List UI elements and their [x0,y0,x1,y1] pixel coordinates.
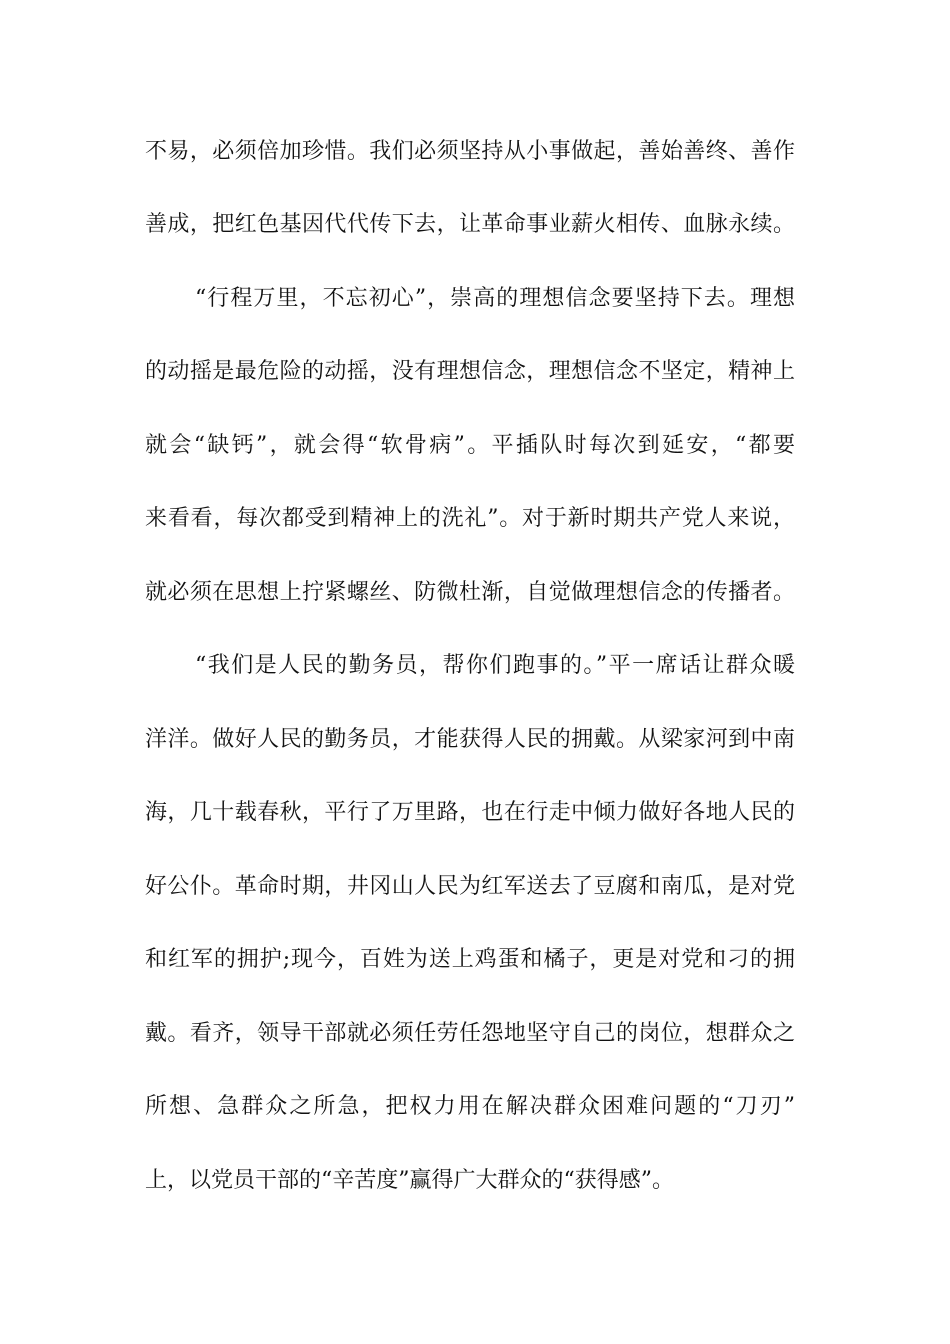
text-line: 好公仆。革命时期，井冈山人民为红军送去了豆腐和南瓜，是对党 [145,874,795,899]
paragraph-start-line: “行程万里，不忘初心”，崇高的理想信念要坚持下去。理想 [195,286,795,311]
text-line: 善成，把红色基因代代传下去，让革命事业薪火相传、血脉永续。 [145,212,795,237]
text-line: 不易，必须倍加珍惜。我们必须坚持从小事做起，善始善终、善作 [145,139,795,164]
text-line: 就会“缺钙”，就会得“软骨病”。平插队时每次到延安，“都要 [145,433,795,458]
text-line: 洋洋。做好人民的勤务员，才能获得人民的拥戴。从梁家河到中南 [145,727,795,752]
paragraph-start-line: “我们是人民的勤务员，帮你们跑事的。”平一席话让群众暖 [195,653,795,678]
text-line: 就必须在思想上拧紧螺丝、防微杜渐，自觉做理想信念的传播者。 [145,580,795,605]
text-line: 上，以党员干部的“辛苦度”赢得广大群众的“获得感”。 [145,1168,674,1193]
text-line: 来看看，每次都受到精神上的洗礼”。对于新时期共产党人来说， [145,506,795,531]
text-line: 和红军的拥护;现今，百姓为送上鸡蛋和橘子，更是对党和刁的拥 [145,947,795,972]
text-line: 海，几十载春秋，平行了万里路，也在行走中倾力做好各地人民的 [145,800,795,825]
text-line: 的动摇是最危险的动摇，没有理想信念，理想信念不坚定，精神上 [145,359,795,384]
text-line: 戴。看齐，领导干部就必须任劳任怨地坚守自己的岗位，想群众之 [145,1021,795,1046]
text-line: 所想、急群众之所急，把权力用在解决群众困难问题的“刀刃” [145,1094,795,1119]
